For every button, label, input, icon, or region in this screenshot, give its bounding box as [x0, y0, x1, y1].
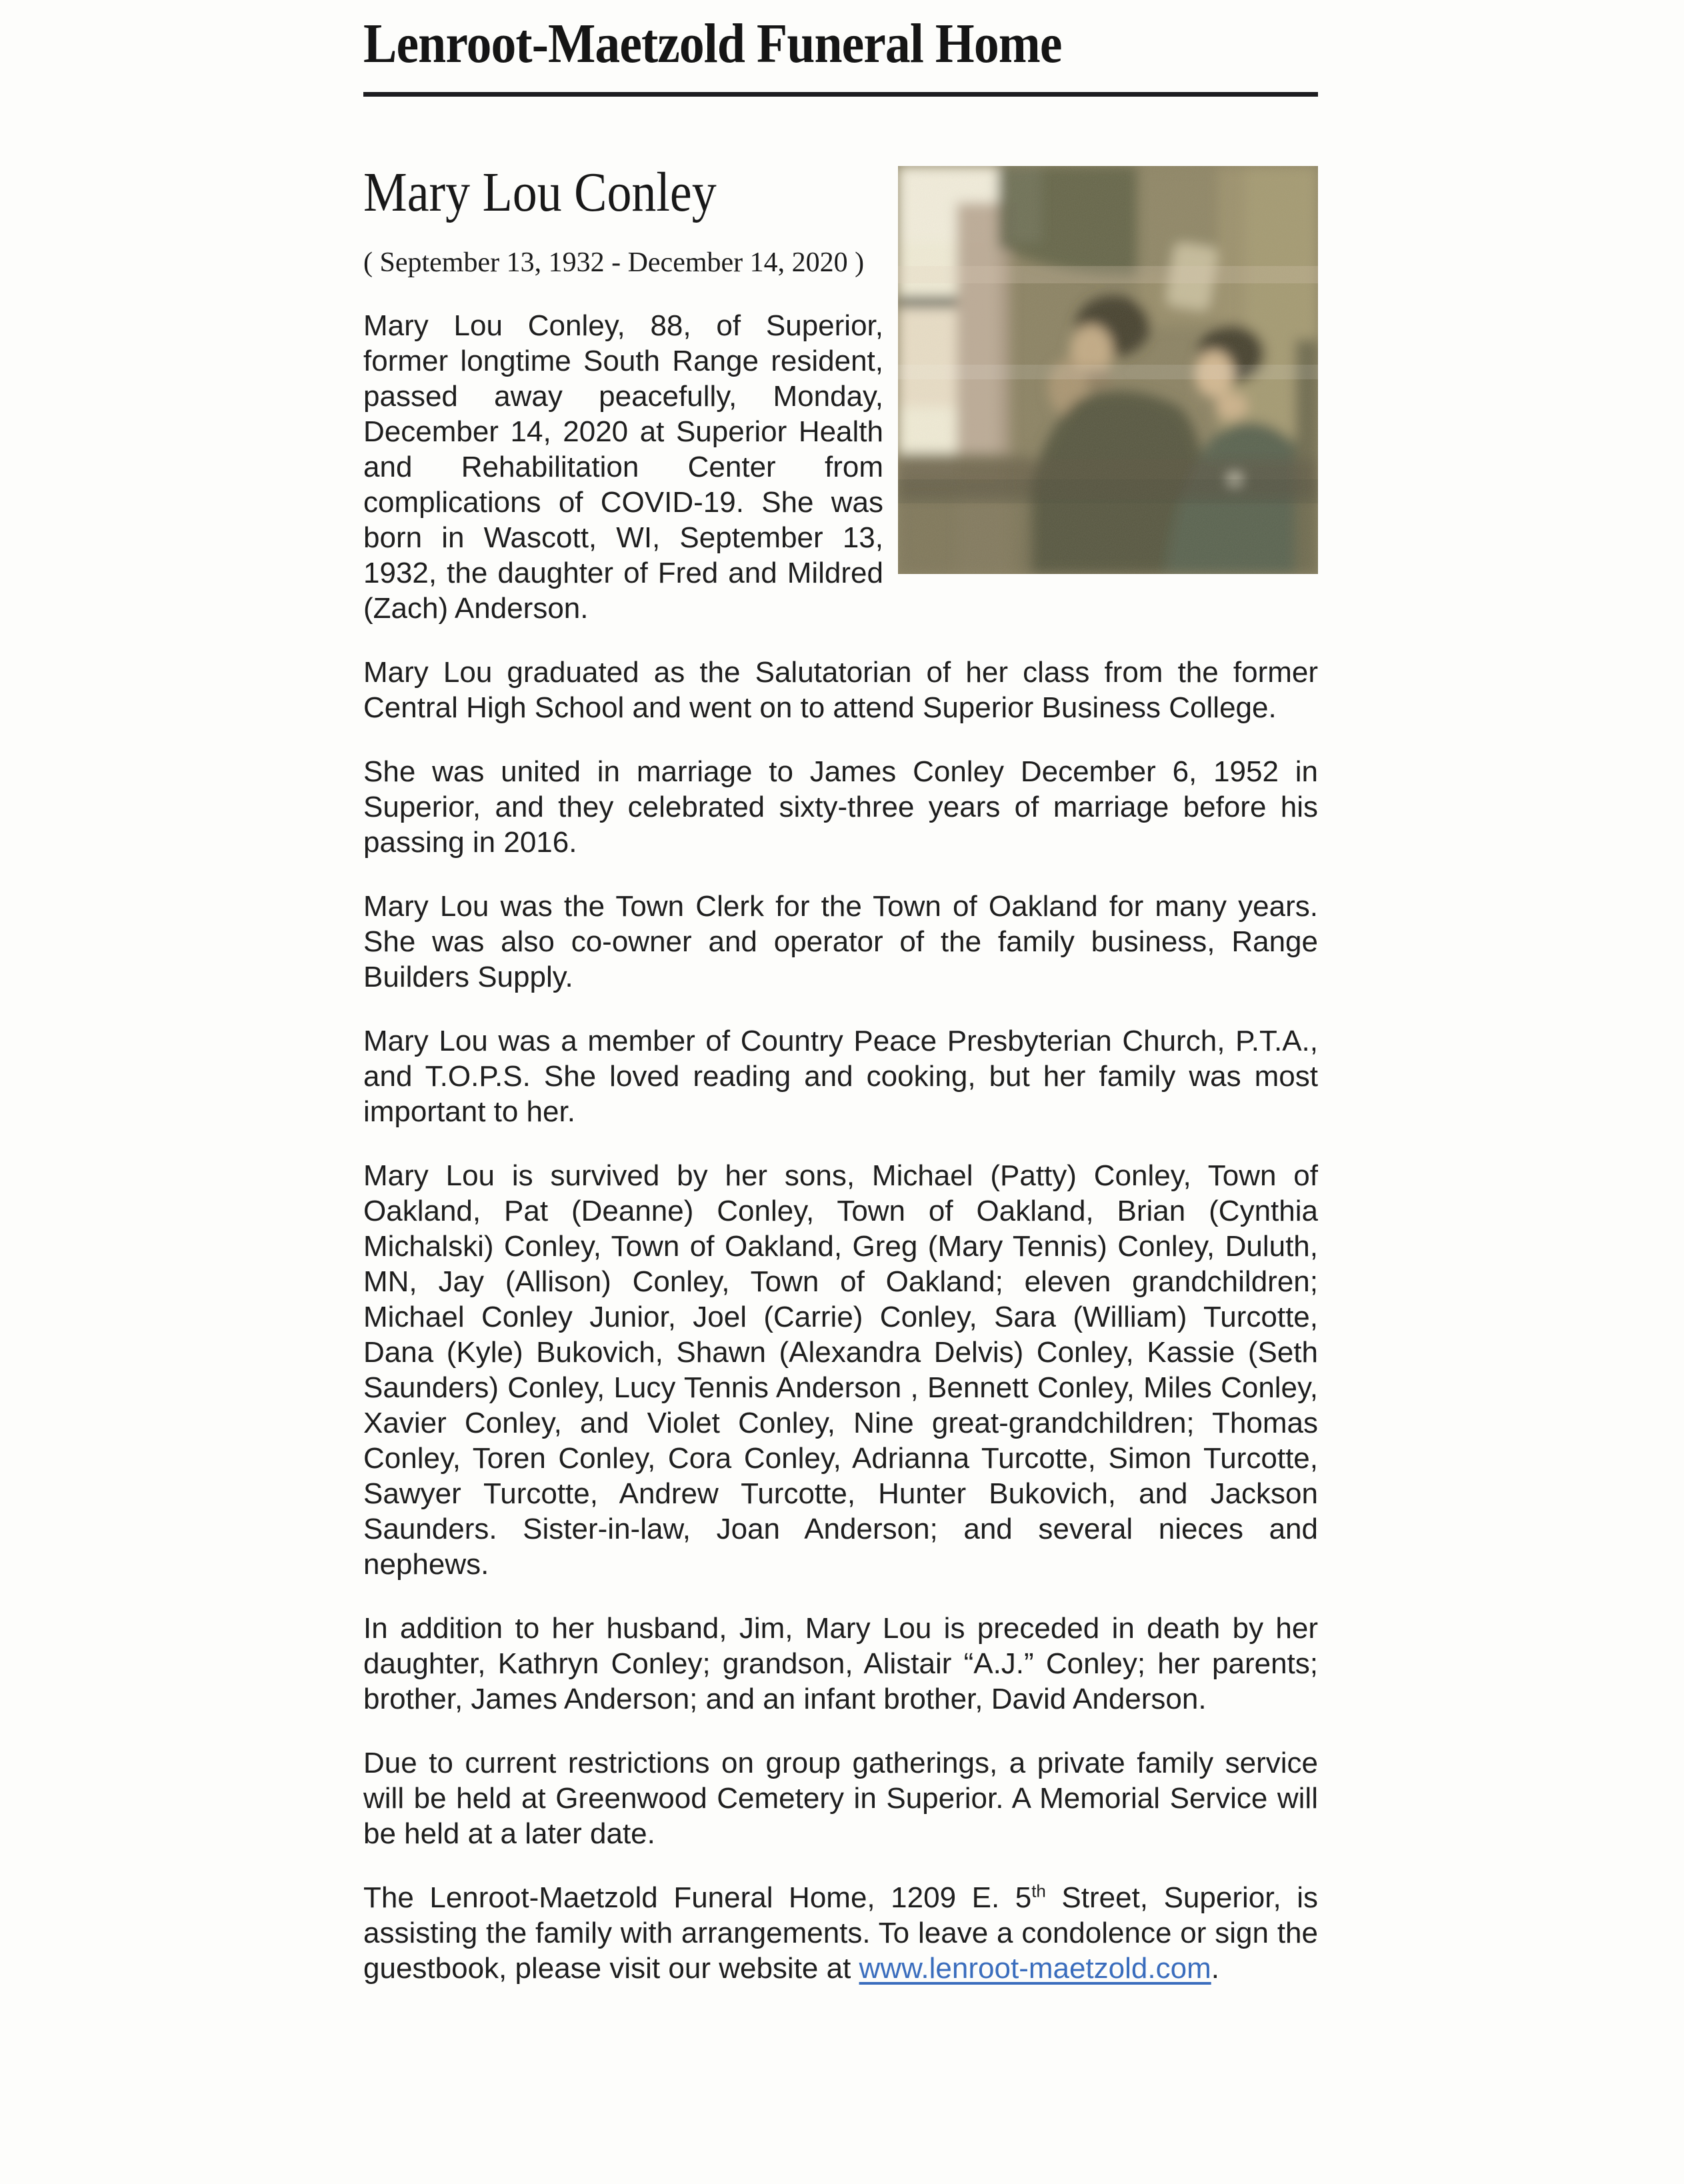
obituary-paragraph-8: Due to current restrictions on group gatherings, a private family service will be held at Greenwood Cemetery in Superior. A Memorial Service will be held at a later date. [363, 1747, 1318, 1850]
deceased-name: Mary Lou Conley [363, 161, 717, 223]
obituary-paragraph-5: Mary Lou was a member of Country Peace Presbyterian Church, P.T.A., and T.O.P.S. She loved reading and cooking, but her family was most important to her. [363, 1025, 1318, 1128]
website-link[interactable]: www.lenroot-maetzold.com [859, 1952, 1211, 1985]
funeral-home-title: Lenroot-Maetzold Funeral Home [363, 13, 1062, 75]
obituary-paragraph-6: Mary Lou is survived by her sons, Michael (Patty) Conley, Town of Oakland, Pat (Deanne) Conley, Town of Oakland, Brian (Cynthia Michalski) Conley, Town of Oakland, Greg (Mary Tennis) Conley, Duluth, MN, Jay (Allison) Conley, Town of Oakland; eleven grandchildren; Michael Conley Junior, Joel (Carrie) Conley, Sara (William) Turcotte, Dana (Kyle) Bukovich, Shawn (Alexandra Delvis) Conley, Kassie (Seth Saunders) Conley, Lucy Tennis Anderson , Bennett Conley, Miles Conley, Xavier Conley, and Violet Conley, Nine great-grandchildren; Thomas Conley, Toren Conley, Cora Conley, Adrianna Turcotte, Simon Turcotte, Sawyer Turcotte, Andrew Turcotte, Hunter Bukovich, and Jackson Saunders. Sister-in-law, Joan Anderson; and several nieces and nephews. [363, 1159, 1318, 1581]
ordinal-suffix: th [1031, 1881, 1046, 1901]
title-divider [363, 92, 1318, 97]
photo-artwork [898, 166, 1318, 574]
closing-text-before-ordinal: The Lenroot-Maetzold Funeral Home, 1209 E. 5 [363, 1881, 1032, 1914]
obituary-paragraph-3: She was united in marriage to James Conley December 6, 1952 in Superior, and they celebrated sixty-three years of marriage before his passing in 2016. [363, 755, 1318, 859]
obituary-paragraph-1: Mary Lou Conley, 88, of Superior, former longtime South Range resident, passed away peacefully, Monday, December 14, 2020 at Superior Health and Rehabilitation Center from complications of COVID-19. She was born in Wascott, WI, September 13, 1932, the daughter of Fred and Mildred (Zach) Anderson. [363, 309, 883, 625]
masthead [363, 11, 1318, 97]
obituary-paragraph-2: Mary Lou graduated as the Salutatorian of her class from the former Central High School and went on to attend Superior Business College. [363, 656, 1318, 724]
obituary-paragraph-7: In addition to her husband, Jim, Mary Lou is preceded in death by her daughter, Kathryn Conley; grandson, Alistair “A.J.” Conley; her parents; brother, James Anderson; and an infant brother, David Anderson. [363, 1612, 1318, 1715]
obituary-paragraph-closing [363, 1880, 1318, 1986]
closing-text-after-ordinal: Street, Superior, is assisting the family with arrangements. To leave a condolence or sign the guestbook, please visit our website at [363, 1881, 1318, 1985]
obituary-article [363, 162, 1318, 1986]
memorial-photo [898, 166, 1318, 574]
obituary-paragraph-4: Mary Lou was the Town Clerk for the Town of Oakland for many years. She was also co-owner and operator of the family business, Range Builders Supply. [363, 890, 1318, 993]
life-dates: ( September 13, 1932 - December 14, 2020 ) [363, 247, 865, 278]
closing-period: . [1211, 1952, 1219, 1985]
